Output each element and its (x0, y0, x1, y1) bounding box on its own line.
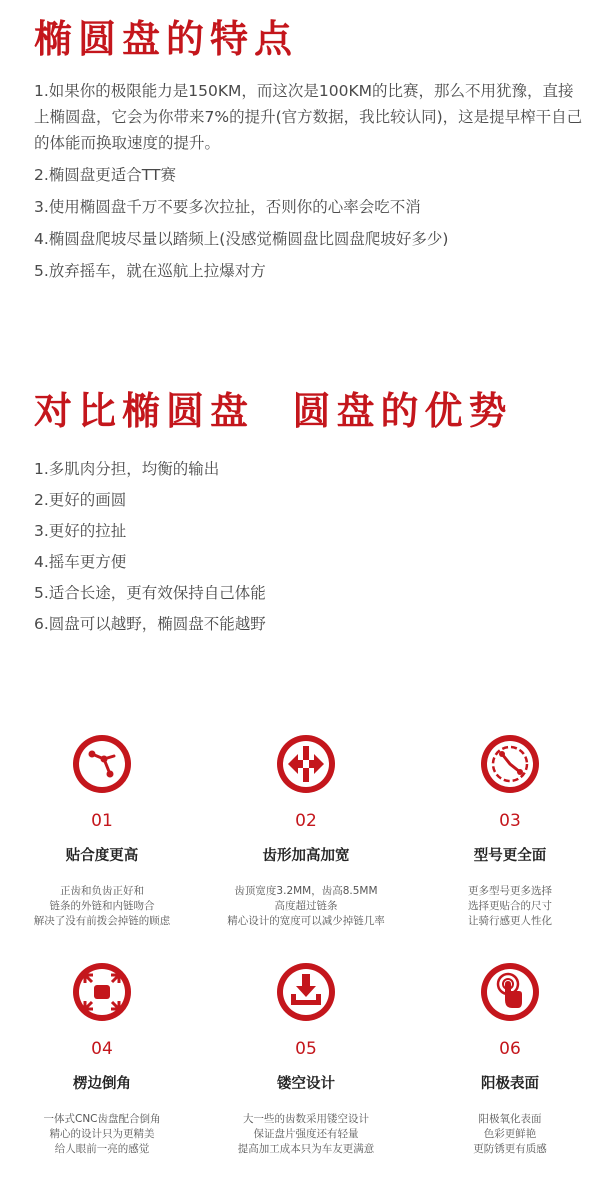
list-item: 1.如果你的极限能力是150KM，而这次是100KM的比赛，那么不用犹豫，直接上椭圆盘，它会为你带来7%的提升(官方数据，我比较认同)，这是提早榨干自己的体能而换取速度的提升。 (34, 82, 583, 152)
list-item: 3.使用椭圆盘千万不要多次拉扯，否则你的心率会吃不消 (34, 198, 421, 216)
feature-title: 型号更全面 (473, 848, 547, 864)
hollow-download-icon (274, 960, 338, 1024)
desc-line: 保证盘片强度还有轻量 (253, 1128, 359, 1140)
section2-title: 对比椭圆盘 圆盘的优势 (34, 388, 513, 433)
feature-title: 贴合度更高 (65, 848, 139, 864)
desc-line: 选择更贴合的尺寸 (468, 900, 552, 912)
feature-description (204, 884, 408, 929)
feature-description (0, 884, 204, 929)
desc-line: 齿顶宽度3.2MM，齿高8.5MM (234, 885, 378, 897)
feature-card-05 (204, 960, 408, 1157)
tooth-widen-arrows-icon (274, 732, 338, 796)
desc-line: 正齿和负齿正好和 (60, 885, 144, 897)
desc-line: 精心的设计只为更精美 (49, 1128, 155, 1140)
desc-line: 提高加工成本只为车友更满意 (237, 1143, 375, 1155)
desc-line: 精心设计的宽度可以减少掉链几率 (227, 915, 385, 927)
chamfer-expand-icon (70, 960, 134, 1024)
feature-number: 02 (295, 811, 317, 831)
desc-line: 更防锈更有质感 (473, 1143, 547, 1155)
chainring-options-icon (478, 732, 542, 796)
desc-line: 阳极氧化表面 (478, 1113, 542, 1125)
list-item: 5.适合长途，更有效保持自己体能 (34, 584, 266, 602)
feature-title: 阳极表面 (481, 1076, 539, 1092)
feature-title: 镂空设计 (277, 1076, 335, 1092)
feature-number: 01 (91, 811, 113, 831)
desc-line: 更多型号更多选择 (468, 885, 552, 897)
feature-card-06 (408, 960, 612, 1157)
section2-list (34, 456, 588, 642)
desc-line: 让骑行感更人性化 (468, 915, 552, 927)
section1-list (34, 78, 588, 290)
feature-description (408, 1112, 612, 1157)
touch-surface-icon (478, 960, 542, 1024)
list-item: 4.椭圆盘爬坡尽量以踏频上(没感觉椭圆盘比圆盘爬坡好多少) (34, 230, 449, 248)
desc-line: 解决了没有前拨会掉链的顾虑 (33, 915, 171, 927)
feature-description (408, 884, 612, 929)
list-item: 2.椭圆盘更适合TT赛 (34, 166, 176, 184)
list-item: 3.更好的拉扯 (34, 522, 127, 540)
feature-number: 04 (91, 1039, 113, 1059)
feature-number: 03 (499, 811, 521, 831)
desc-line: 色彩更鲜艳 (483, 1128, 537, 1140)
feature-title: 齿形加高加宽 (262, 848, 350, 864)
desc-line: 一体式CNC齿盘配合倒角 (43, 1113, 161, 1125)
list-item: 6.圆盘可以越野，椭圆盘不能越野 (34, 615, 266, 633)
chainring-fit-icon (70, 732, 134, 796)
feature-title: 楞边倒角 (73, 1076, 131, 1092)
feature-card-03 (408, 732, 612, 929)
feature-card-02 (204, 732, 408, 929)
desc-line: 高度超过链条 (274, 900, 338, 912)
feature-card-04 (0, 960, 204, 1157)
feature-number: 06 (499, 1039, 521, 1059)
desc-line: 大一些的齿数采用镂空设计 (243, 1113, 369, 1125)
feature-description (0, 1112, 204, 1157)
desc-line: 给人眼前一亮的感觉 (54, 1143, 150, 1155)
list-item: 1.多肌肉分担，均衡的输出 (34, 460, 220, 478)
section1-title: 椭圆盘的特点 (34, 16, 299, 61)
feature-description (204, 1112, 408, 1157)
feature-number: 05 (295, 1039, 317, 1059)
list-item: 5.放弃摇车，就在巡航上拉爆对方 (34, 262, 266, 280)
feature-card-01 (0, 732, 204, 929)
list-item: 4.摇车更方便 (34, 553, 127, 571)
list-item: 2.更好的画圆 (34, 491, 127, 509)
desc-line: 链条的外链和内链吻合 (49, 900, 155, 912)
